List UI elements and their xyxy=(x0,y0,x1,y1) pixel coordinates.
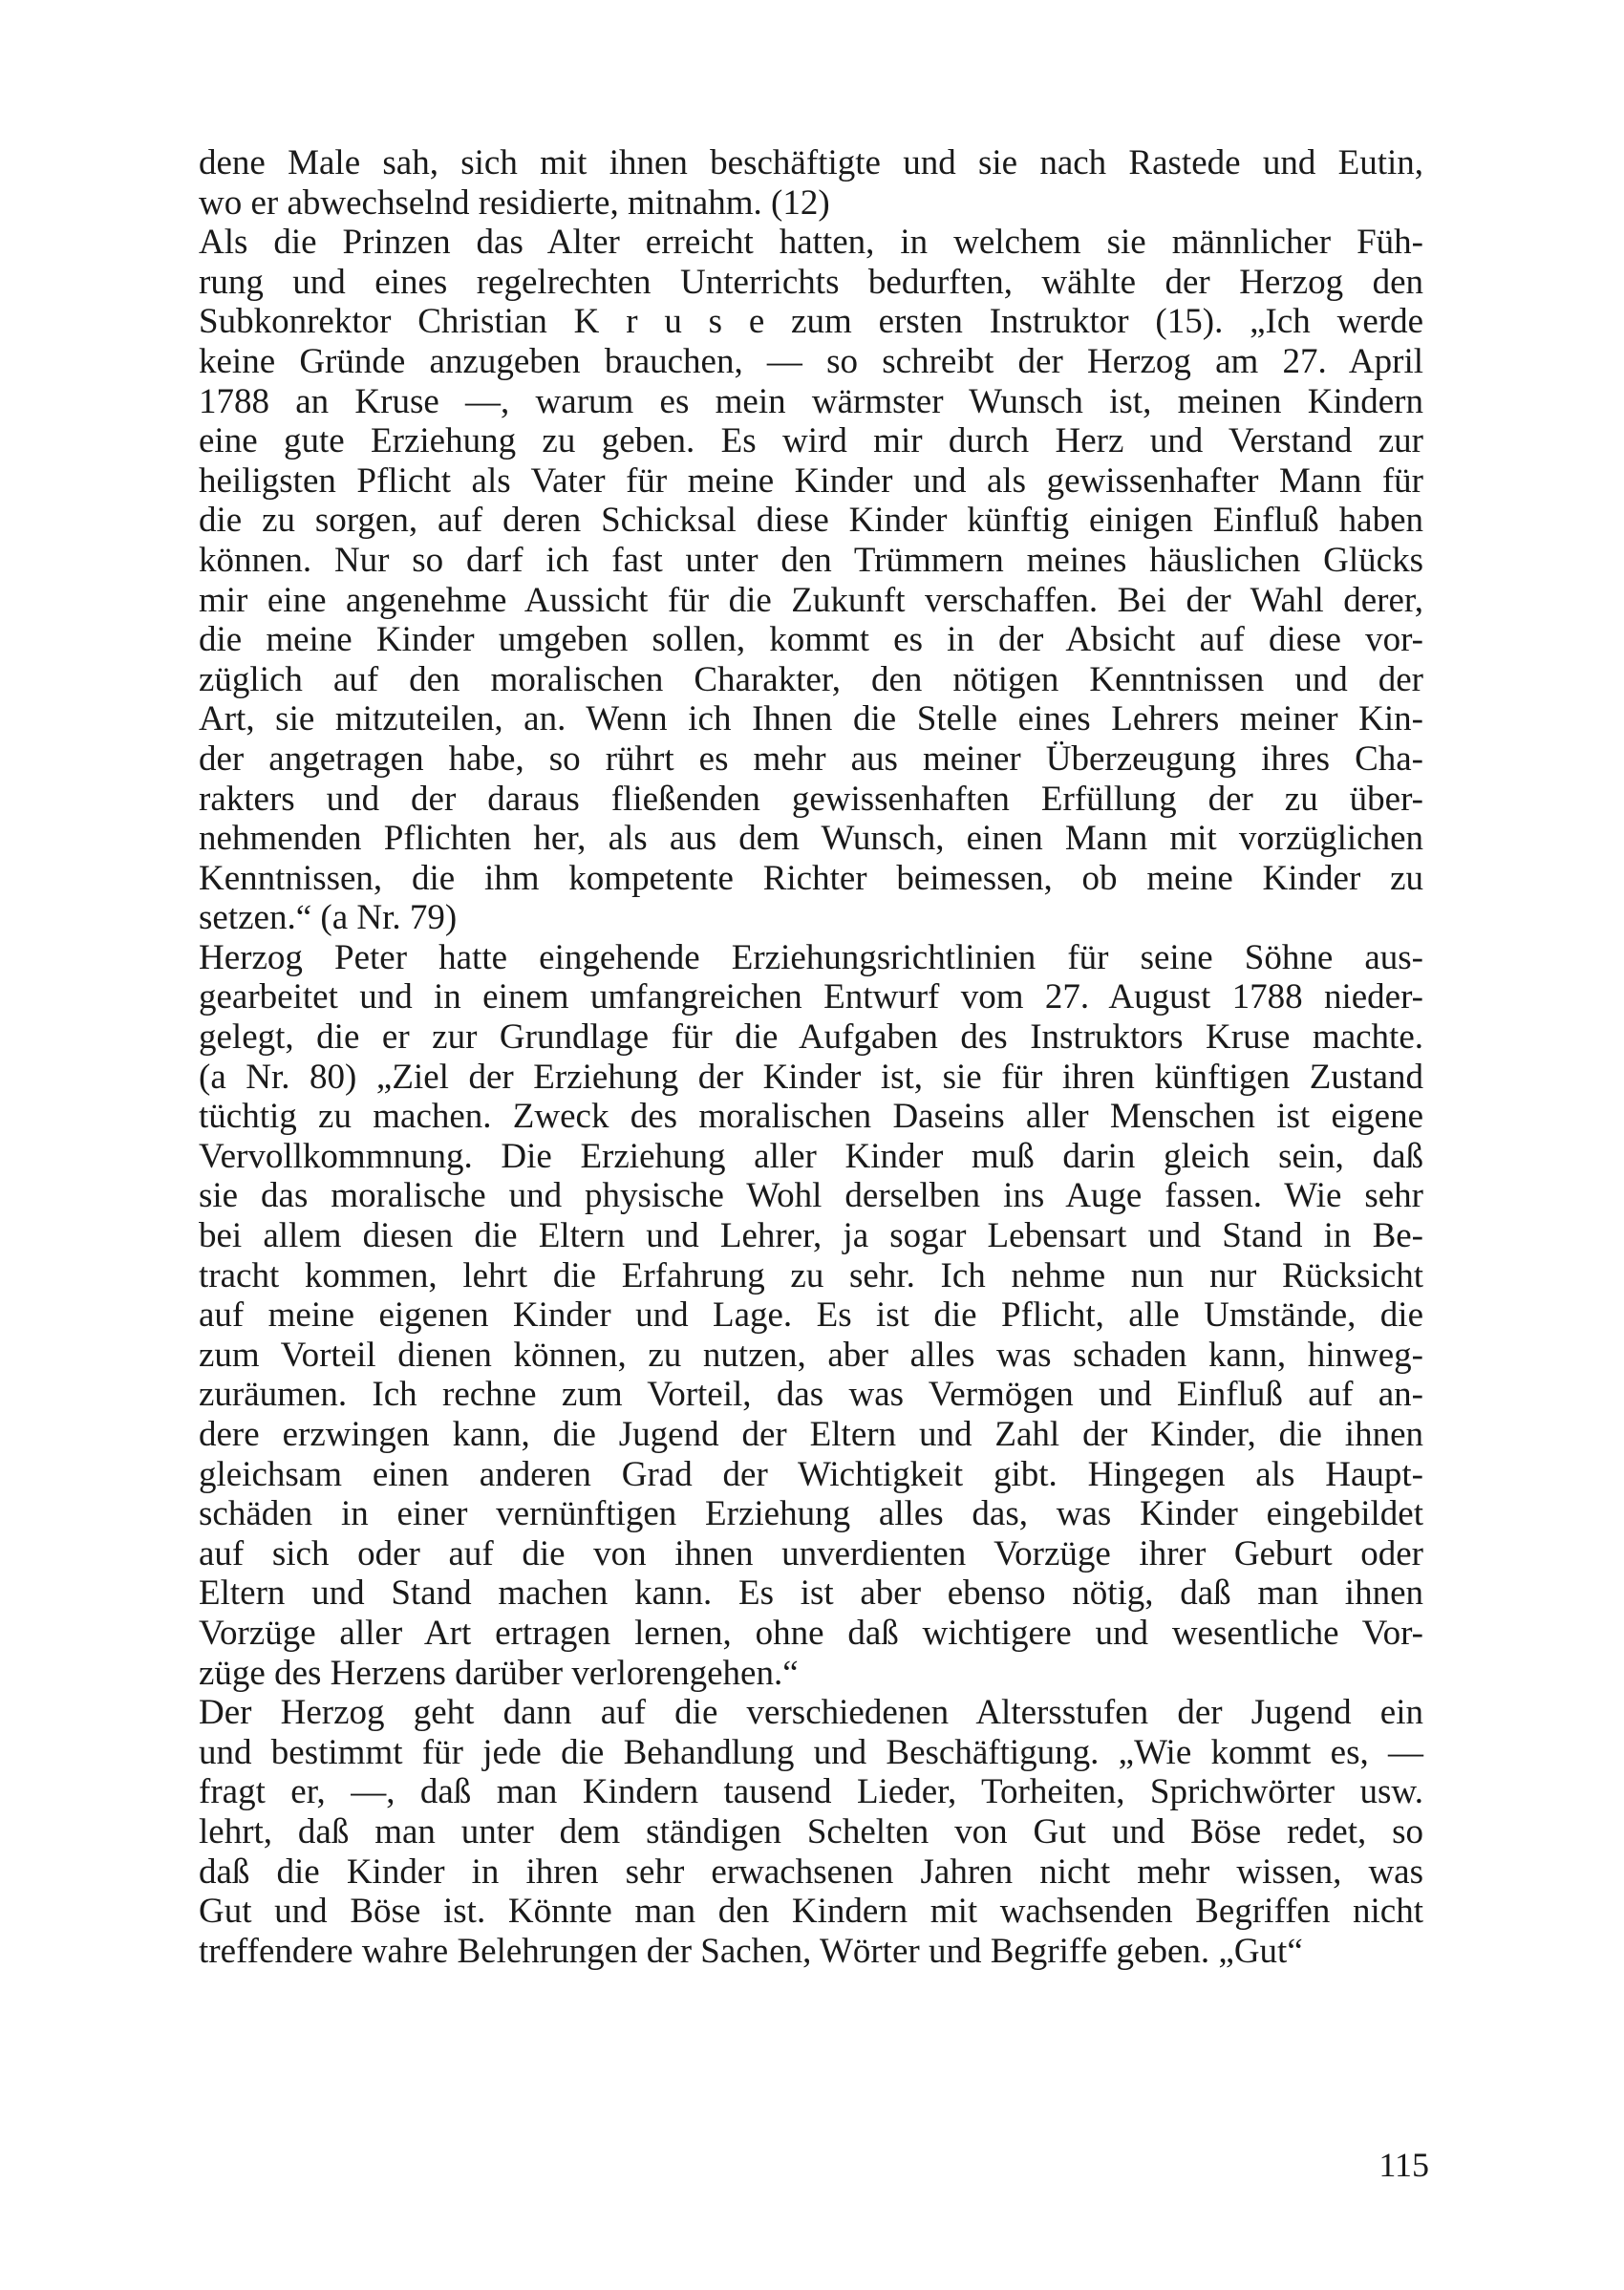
text-line: Gut und Böse ist. Könnte man den Kindern mit wachsenden Begriffen nicht xyxy=(199,1892,1423,1932)
text-line: gearbeitet und in einem umfangreichen Entwurf vom 27. August 1788 nieder- xyxy=(199,977,1423,1017)
text-line: Der Herzog geht dann auf die verschiedenen Altersstufen der Jugend ein xyxy=(199,1693,1423,1733)
text-line: wo er abwechselnd residierte, mitnahm. (12) xyxy=(199,182,830,223)
text-line: können. Nur so darf ich fast unter den Trümmern meines häuslichen Glücks xyxy=(199,540,1423,580)
text-line: zum Vorteil dienen können, zu nutzen, aber alles was schaden kann, hinweg- xyxy=(199,1335,1423,1375)
text-line: keine Gründe anzugeben brauchen, — so schreibt der Herzog am 27. April xyxy=(199,341,1423,381)
paragraph xyxy=(199,938,1423,1693)
text-line: (a Nr. 80) „Ziel der Erziehung der Kinder ist, sie für ihren künftigen Zustand xyxy=(199,1057,1423,1097)
text-line: Kenntnissen, die ihm kompetente Richter beimessen, ob meine Kinder zu xyxy=(199,858,1423,898)
text-line: lehrt, daß man unter dem ständigen Schelten von Gut und Böse redet, so xyxy=(199,1811,1423,1851)
text-line: sie das moralische und physische Wohl derselben ins Auge fassen. Wie sehr xyxy=(199,1176,1423,1216)
text-line: die meine Kinder umgeben sollen, kommt es in der Absicht auf diese vor- xyxy=(199,620,1423,660)
text-line: gelegt, die er zur Grundlage für die Aufgaben des Instruktors Kruse machte. xyxy=(199,1017,1423,1058)
page-number: 115 xyxy=(1378,2146,1429,2184)
body-text xyxy=(199,143,1423,1971)
paragraph xyxy=(199,223,1423,938)
text-line: fragt er, —, daß man Kindern tausend Lieder, Torheiten, Sprichwörter usw. xyxy=(199,1772,1423,1812)
text-line: Herzog Peter hatte eingehende Erziehungsrichtlinien für seine Söhne aus- xyxy=(199,937,1423,977)
text-line: tracht kommen, lehrt die Erfahrung zu sehr. Ich nehme nun nur Rücksicht xyxy=(199,1255,1423,1295)
text-line: züge des Herzens darüber verlorengehen.“ xyxy=(199,1653,799,1693)
text-line: die zu sorgen, auf deren Schicksal diese Kinder künftig einigen Einfluß haben xyxy=(199,501,1423,541)
text-line: gleichsam einen anderen Grad der Wichtigkeit gibt. Hingegen als Haupt- xyxy=(199,1454,1423,1494)
text-line: der angetragen habe, so rührt es mehr aus meiner Überzeugung ihres Cha- xyxy=(199,738,1423,779)
text-line: schäden in einer vernünftigen Erziehung alles das, was Kinder eingebildet xyxy=(199,1494,1423,1534)
text-line: setzen.“ (a Nr. 79) xyxy=(199,898,458,938)
text-line: tüchtig zu machen. Zweck des moralischen Daseins aller Menschen ist eigene xyxy=(199,1097,1423,1137)
text-line: bei allem diesen die Eltern und Lehrer, ja sogar Lebensart und Stand in Be- xyxy=(199,1216,1423,1256)
text-line: Als die Prinzen das Alter erreicht hatten, in welchem sie männlicher Füh- xyxy=(199,223,1423,263)
text-line: züglich auf den moralischen Charakter, den nötigen Kenntnissen und der xyxy=(199,659,1423,699)
text-line: Subkonrektor Christian K r u s e zum ersten Instruktor (15). „Ich werde xyxy=(199,302,1423,342)
text-line: 1788 an Kruse —, warum es mein wärmster Wunsch ist, meinen Kindern xyxy=(199,381,1423,421)
paragraph xyxy=(199,1693,1423,1971)
text-line: Art, sie mitzuteilen, an. Wenn ich Ihnen die Stelle eines Lehrers meiner Kin- xyxy=(199,699,1423,739)
text-line: auf meine eigenen Kinder und Lage. Es ist die Pflicht, alle Umstände, die xyxy=(199,1295,1423,1336)
text-line: daß die Kinder in ihren sehr erwachsenen Jahren nicht mehr wissen, was xyxy=(199,1851,1423,1892)
text-line: treffendere wahre Belehrungen der Sachen, Wörter und Begriffe geben. „Gut“ xyxy=(199,1931,1303,1971)
text-line: Eltern und Stand machen kann. Es ist aber ebenso nötig, daß man ihnen xyxy=(199,1573,1423,1614)
text-line: und bestimmt für jede die Behandlung und Beschäftigung. „Wie kommt es, — xyxy=(199,1732,1423,1772)
text-line: dene Male sah, sich mit ihnen beschäftigte und sie nach Rastede und Eutin, xyxy=(199,143,1423,182)
text-line: rung und eines regelrechten Unterrichts bedurften, wählte der Herzog den xyxy=(199,262,1423,302)
text-line: Vorzüge aller Art ertragen lernen, ohne daß wichtigere und wesentliche Vor- xyxy=(199,1613,1423,1653)
text-line: zuräumen. Ich rechne zum Vorteil, das was Vermögen und Einfluß auf an- xyxy=(199,1375,1423,1415)
paragraph xyxy=(199,143,1423,223)
text-line: eine gute Erziehung zu geben. Es wird mir durch Herz und Verstand zur xyxy=(199,421,1423,461)
text-line: Vervollkommnung. Die Erziehung aller Kinder muß darin gleich sein, daß xyxy=(199,1136,1423,1176)
text-line: nehmenden Pflichten her, als aus dem Wunsch, einen Mann mit vorzüglichen xyxy=(199,819,1423,859)
text-line: auf sich oder auf die von ihnen unverdienten Vorzüge ihrer Geburt oder xyxy=(199,1533,1423,1573)
text-line: mir eine angenehme Aussicht für die Zukunft verschaffen. Bei der Wahl derer, xyxy=(199,580,1423,620)
text-line: rakters und der daraus fließenden gewissenhaften Erfüllung der zu über- xyxy=(199,779,1423,819)
text-line: heiligsten Pflicht als Vater für meine Kinder und als gewissenhafter Mann für xyxy=(199,460,1423,501)
text-line: dere erzwingen kann, die Jugend der Eltern und Zahl der Kinder, die ihnen xyxy=(199,1415,1423,1454)
